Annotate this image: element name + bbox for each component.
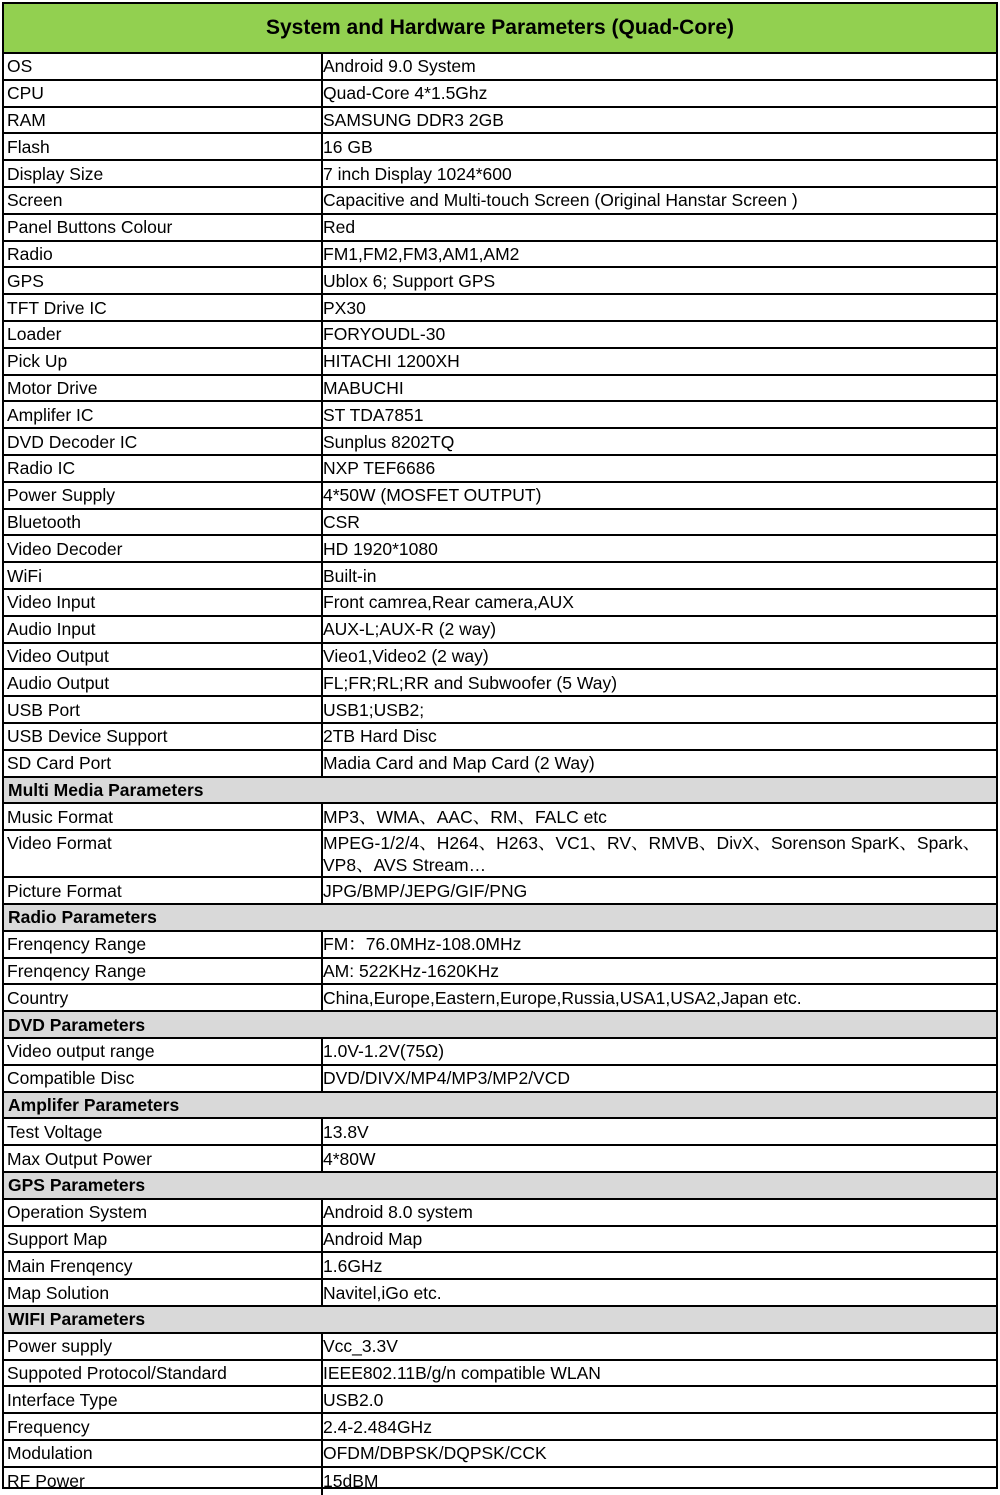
table-row <box>4 959 996 986</box>
param-label: Power Supply <box>4 483 323 508</box>
param-label: Radio <box>4 242 323 267</box>
param-value: Red <box>323 217 356 238</box>
param-label: Video Input <box>4 590 323 615</box>
table-row <box>4 1414 996 1441</box>
param-label: SD Card Port <box>4 751 323 776</box>
table-row <box>4 563 996 590</box>
param-value: FL;FR;RL;RR and Subwoofer (5 Way) <box>323 672 618 693</box>
section-header: Amplifer Parameters <box>4 1093 996 1120</box>
param-label: Video output range <box>4 1039 323 1064</box>
param-label: Display Size <box>4 161 323 186</box>
table-row <box>4 1253 996 1280</box>
param-label: DVD Decoder IC <box>4 429 323 454</box>
param-label: Main Frenqency <box>4 1253 323 1278</box>
param-value: MABUCHI <box>323 377 404 398</box>
table-row <box>4 1334 996 1361</box>
param-label: Country <box>4 985 323 1010</box>
table-row <box>4 456 996 483</box>
param-value: HITACHI 1200XH <box>323 351 460 372</box>
param-value: NXP TEF6686 <box>323 458 436 479</box>
param-value: PX30 <box>323 297 366 318</box>
param-label: RF Power <box>4 1468 323 1495</box>
section-header: WIFI Parameters <box>4 1307 996 1334</box>
param-value: Vieo1,Video2 (2 way) <box>323 645 489 666</box>
table-row <box>4 1387 996 1414</box>
param-label: Frenqency Range <box>4 932 323 957</box>
param-label: WiFi <box>4 563 323 588</box>
param-label: USB Device Support <box>4 724 323 749</box>
table-row <box>4 751 996 778</box>
param-label: USB Port <box>4 697 323 722</box>
param-label: Max Output Power <box>4 1146 323 1171</box>
param-value: 4*80W <box>323 1148 376 1169</box>
table-row <box>4 590 996 617</box>
param-value: Navitel,iGo etc. <box>323 1282 442 1303</box>
param-label: Interface Type <box>4 1387 323 1412</box>
param-label: Frenqency Range <box>4 959 323 984</box>
param-value: 4*50W (MOSFET OUTPUT) <box>323 485 542 506</box>
param-label: Operation System <box>4 1200 323 1225</box>
table-row <box>4 161 996 188</box>
param-label: Compatible Disc <box>4 1066 323 1091</box>
table-row <box>4 429 996 456</box>
param-label: Screen <box>4 188 323 213</box>
param-label: CPU <box>4 81 323 106</box>
table-row <box>4 804 996 831</box>
table-row <box>4 134 996 161</box>
param-value: OFDM/DBPSK/DQPSK/CCK <box>323 1443 547 1464</box>
table-row <box>4 54 996 81</box>
param-value: AUX-L;AUX-R (2 way) <box>323 619 497 640</box>
param-label: Frequency <box>4 1414 323 1439</box>
table-title: System and Hardware Parameters (Quad-Core) <box>4 4 996 54</box>
section-header: Radio Parameters <box>4 905 996 932</box>
param-label: Power supply <box>4 1334 323 1359</box>
param-value: DVD/DIVX/MP4/MP3/MP2/VCD <box>323 1068 570 1089</box>
param-value: Capacitive and Multi-touch Screen (Original Hanstar Screen ) <box>323 190 798 211</box>
param-label: TFT Drive IC <box>4 295 323 320</box>
table-row <box>4 108 996 135</box>
section-header: GPS Parameters <box>4 1173 996 1200</box>
spec-table <box>2 2 998 1492</box>
table-row <box>4 295 996 322</box>
param-label: Panel Buttons Colour <box>4 215 323 240</box>
param-value: 2.4-2.484GHz <box>323 1416 432 1437</box>
param-label: Video Decoder <box>4 536 323 561</box>
param-value: 15dBM <box>323 1471 379 1492</box>
table-row <box>4 617 996 644</box>
param-value: China,Europe,Eastern,Europe,Russia,USA1,USA2,Japan etc. <box>323 987 802 1008</box>
param-value: AM: 522KHz-1620KHz <box>323 960 500 981</box>
table-row <box>4 1200 996 1227</box>
table-row <box>4 215 996 242</box>
table-row <box>4 1039 996 1066</box>
table-row <box>4 1227 996 1254</box>
table-row <box>4 322 996 349</box>
param-value: SAMSUNG DDR3 2GB <box>323 109 504 130</box>
param-label: Motor Drive <box>4 376 323 401</box>
param-label: Video Output <box>4 644 323 669</box>
param-value: FM1,FM2,FM3,AM1,AM2 <box>323 243 520 264</box>
param-value: JPG/BMP/JEPG/GIF/PNG <box>323 880 528 901</box>
param-value: Sunplus 8202TQ <box>323 431 455 452</box>
param-value: 1.0V-1.2V(75Ω) <box>323 1041 445 1062</box>
table-row <box>4 483 996 510</box>
table-row <box>4 1119 996 1146</box>
table-row <box>4 878 996 905</box>
table-row <box>4 349 996 376</box>
table-row <box>4 985 996 1012</box>
param-label: Audio Output <box>4 670 323 695</box>
param-label: Audio Input <box>4 617 323 642</box>
param-value: 7 inch Display 1024*600 <box>323 163 512 184</box>
param-label: Flash <box>4 134 323 159</box>
table-row <box>4 697 996 724</box>
param-label: RAM <box>4 108 323 133</box>
param-value: ST TDA7851 <box>323 404 424 425</box>
param-label: Support Map <box>4 1227 323 1252</box>
param-label: Music Format <box>4 804 323 829</box>
param-label: Radio IC <box>4 456 323 481</box>
param-value: FORYOUDL-30 <box>323 324 446 345</box>
param-value: HD 1920*1080 <box>323 538 438 559</box>
param-value: Front camrea,Rear camera,AUX <box>323 592 574 613</box>
param-value: 13.8V <box>323 1121 369 1142</box>
table-row <box>4 402 996 429</box>
table-row <box>4 536 996 563</box>
table-row <box>4 1280 996 1307</box>
table-row <box>4 1146 996 1173</box>
param-value: FM：76.0MHz-108.0MHz <box>323 934 522 955</box>
param-label: Loader <box>4 322 323 347</box>
section-header: Multi Media Parameters <box>4 778 996 805</box>
table-row <box>4 81 996 108</box>
table-row <box>4 831 996 878</box>
param-value: MP3、WMA、AAC、RM、FALC etc <box>323 806 607 827</box>
param-label: Bluetooth <box>4 510 323 535</box>
table-row <box>4 188 996 215</box>
param-label: Amplifer IC <box>4 402 323 427</box>
param-value: Android 8.0 system <box>323 1202 473 1223</box>
table-row <box>4 1066 996 1093</box>
param-label: OS <box>4 54 323 79</box>
param-value: Quad-Core 4*1.5Ghz <box>323 83 488 104</box>
param-value: 16 GB <box>323 136 373 157</box>
param-label: GPS <box>4 268 323 293</box>
param-value: USB1;USB2; <box>323 699 425 720</box>
param-value: 2TB Hard Disc <box>323 726 437 747</box>
table-row <box>4 1441 996 1468</box>
table-row <box>4 932 996 959</box>
param-label: Suppoted Protocol/Standard <box>4 1361 323 1386</box>
table-row <box>4 670 996 697</box>
param-label: Modulation <box>4 1441 323 1466</box>
table-row <box>4 1361 996 1388</box>
param-value: Android 9.0 System <box>323 56 476 77</box>
param-value: 1.6GHz <box>323 1255 383 1276</box>
section-header: DVD Parameters <box>4 1012 996 1039</box>
param-label: Map Solution <box>4 1280 323 1305</box>
param-value: CSR <box>323 511 360 532</box>
table-row <box>4 724 996 751</box>
param-label: Picture Format <box>4 878 323 903</box>
param-value: IEEE802.11B/g/n compatible WLAN <box>323 1362 601 1383</box>
table-row <box>4 242 996 269</box>
param-label: Video Format <box>4 831 323 876</box>
param-label: Pick Up <box>4 349 323 374</box>
param-value: Vcc_3.3V <box>323 1336 398 1357</box>
table-row <box>4 376 996 403</box>
param-value: Android Map <box>323 1228 423 1249</box>
param-label: Test Voltage <box>4 1119 323 1144</box>
table-row <box>4 510 996 537</box>
param-value: Madia Card and Map Card (2 Way) <box>323 753 595 774</box>
table-row <box>4 644 996 671</box>
param-value: Ublox 6; Support GPS <box>323 270 496 291</box>
param-value: MPEG-1/2/4、H264、H263、VC1、RV、RMVB、DivX、Sorenson SparK、Spark、VP8、AVS Stream… <box>323 833 981 876</box>
param-value: USB2.0 <box>323 1389 384 1410</box>
table-row <box>4 268 996 295</box>
param-value: Built-in <box>323 565 377 586</box>
